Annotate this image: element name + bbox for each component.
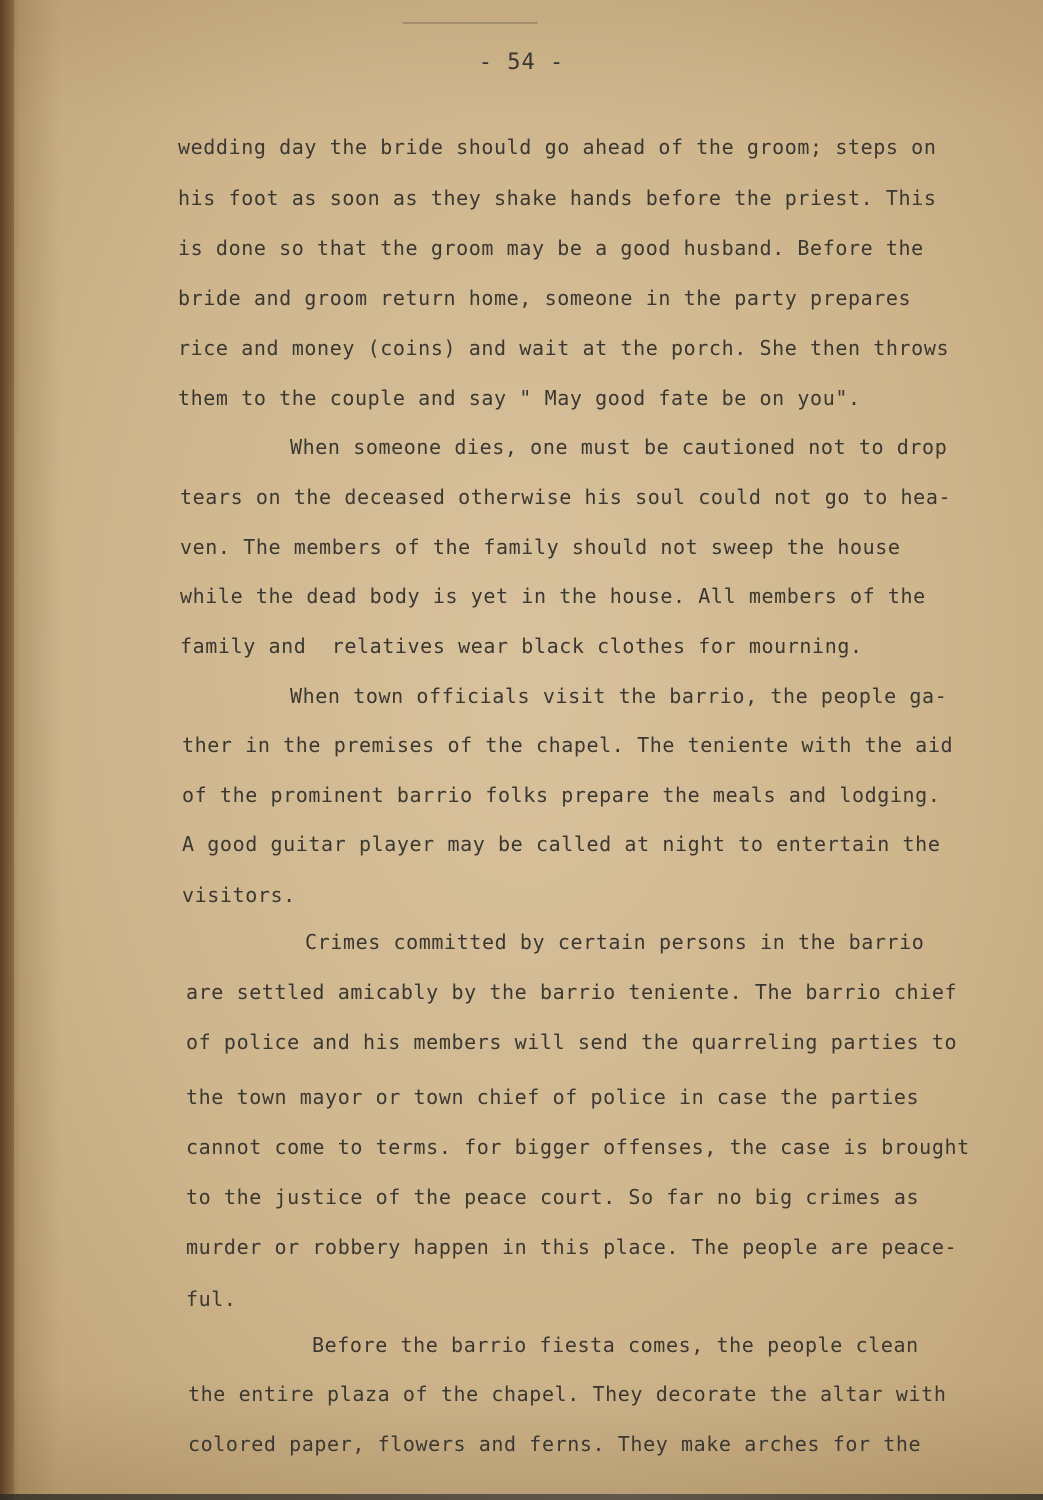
text-line: while the dead body is yet in the house. All members of the	[180, 584, 926, 608]
text-line: cannot come to terms. for bigger offenses, the case is brought	[186, 1135, 970, 1159]
text-line: When town officials visit the barrio, the people ga-	[290, 684, 948, 708]
text-line: ven. The members of the family should not sweep the house	[180, 535, 901, 559]
page-binding-edge	[0, 0, 14, 1500]
text-line: is done so that the groom may be a good husband. Before the	[178, 236, 924, 260]
text-line: ful.	[186, 1287, 237, 1311]
text-line: of police and his members will send the quarreling parties to	[186, 1030, 958, 1054]
text-line: tears on the deceased otherwise his soul could not go to hea-	[180, 485, 952, 509]
text-line: ther in the premises of the chapel. The teniente with the aid	[182, 733, 954, 757]
text-line: Before the barrio fiesta comes, the people clean	[312, 1333, 919, 1357]
text-line: Crimes committed by certain persons in the barrio	[305, 930, 925, 954]
text-line: A good guitar player may be called at night to entertain the	[182, 832, 941, 856]
text-line: family and relatives wear black clothes for mourning.	[180, 634, 863, 658]
text-line: When someone dies, one must be cautioned not to drop	[290, 435, 948, 459]
text-line: wedding day the bride should go ahead of the groom; steps on	[178, 135, 937, 159]
text-line: them to the couple and say " May good fate be on you".	[178, 386, 861, 410]
text-line: murder or robbery happen in this place. The people are peace-	[186, 1235, 958, 1259]
text-line: colored paper, flowers and ferns. They make arches for the	[188, 1432, 922, 1456]
text-line: are settled amicably by the barrio teniente. The barrio chief	[186, 980, 958, 1004]
page-number: - 54 -	[478, 50, 565, 75]
text-line: bride and groom return home, someone in the party prepares	[178, 286, 912, 310]
text-line: his foot as soon as they shake hands before the priest. This	[178, 186, 937, 210]
scan-bottom-edge	[0, 1494, 1043, 1500]
text-line: the town mayor or town chief of police in case the parties	[186, 1085, 920, 1109]
text-line: visitors.	[182, 883, 296, 907]
text-line: to the justice of the peace court. So far no big crimes as	[186, 1185, 920, 1209]
text-line: rice and money (coins) and wait at the porch. She then throws	[178, 336, 950, 360]
text-line: of the prominent barrio folks prepare the meals and lodging.	[182, 783, 941, 807]
tape-mark	[403, 2, 543, 24]
text-line: the entire plaza of the chapel. They decorate the altar with	[188, 1382, 947, 1406]
